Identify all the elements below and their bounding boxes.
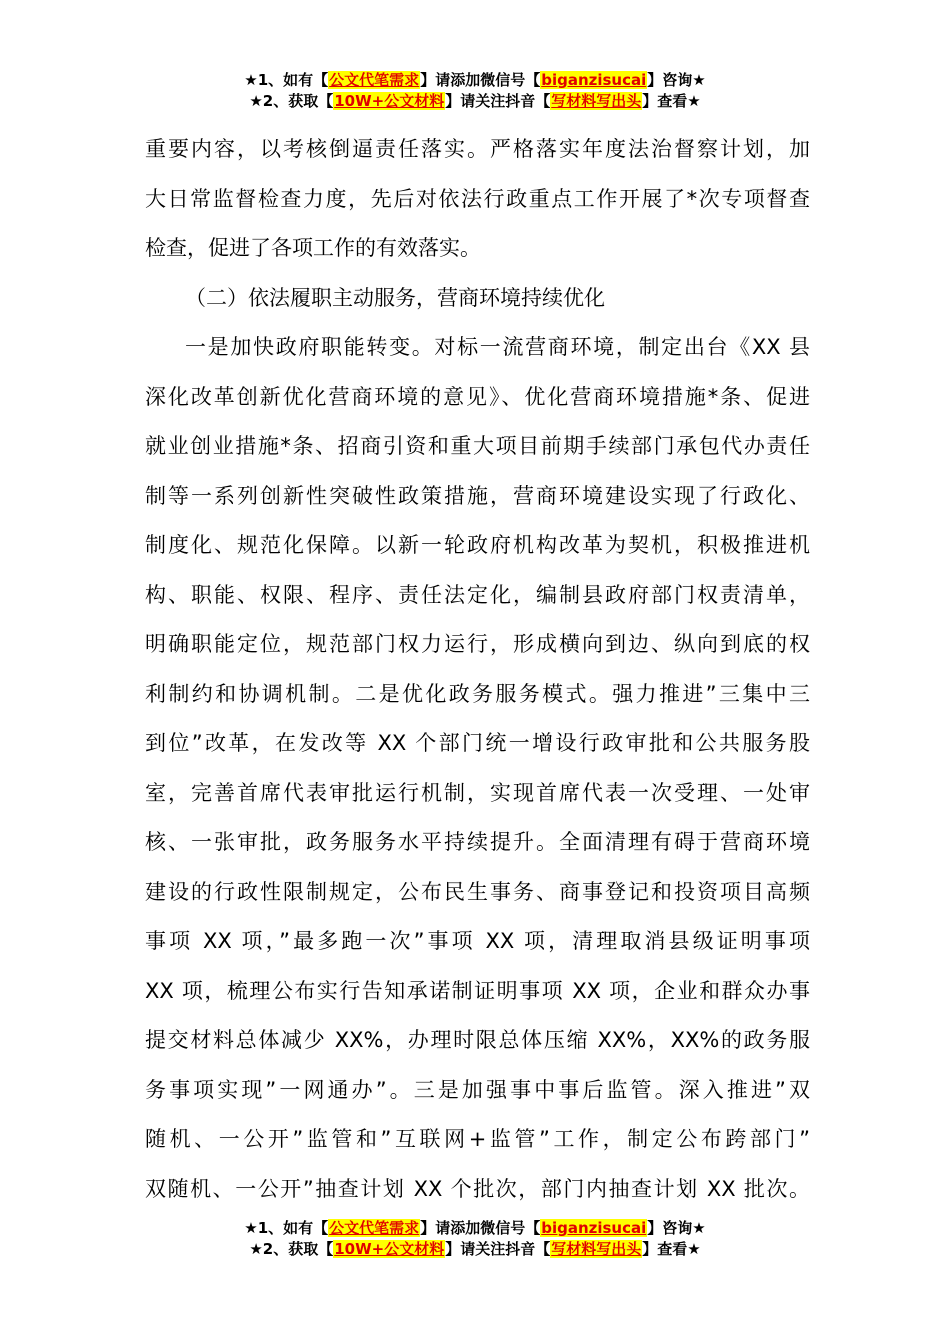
promo-highlight-service: 公文代笔需求 (329, 1219, 420, 1237)
body-line: XX 项，梳理公布实行告知承诺制证明事项 XX 项，企业和群众办事 (145, 978, 810, 1003)
body-line: 明确职能定位，规范部门权力运行，形成横向到边、纵向到底的权 (145, 632, 810, 656)
body-line: 一是加快政府职能转变。对标一流营商环境，制定出台《XX 县 (185, 335, 810, 359)
promo-line-2-pre: ★2、获取【 (249, 92, 334, 110)
promo-line-1-post: 】咨询★ (647, 71, 706, 89)
body-line: 构、职能、权限、程序、责任法定化，编制县政府部门权责清单， (145, 582, 810, 607)
section-heading: （二）依法履职主动服务，营商环境持续优化 (185, 285, 605, 310)
body-line: 到位”改革，在发改等 XX 个部门统一增设行政审批和公共服务股 (145, 731, 810, 755)
body-line: 建设的行政性限制规定，公布民生事务、商事登记和投资项目高频 (145, 879, 810, 904)
promo-line-2-mid: 】请关注抖音【 (445, 92, 551, 110)
promo-line-1 (0, 70, 950, 91)
promo-banner-bottom (0, 1218, 950, 1260)
promo-line-1-post: 】咨询★ (647, 1219, 706, 1237)
body-line: 核、一张审批，政务服务水平持续提升。全面清理有碍于营商环境 (145, 830, 810, 854)
promo-line-2-post: 】查看★ (642, 1240, 701, 1258)
body-line: 重要内容，以考核倒逼责任落实。严格落实年度法治督察计划，加 (145, 137, 810, 161)
body-line: 利制约和协调机制。二是优化政务服务模式。强力推进”三集中三 (145, 681, 810, 706)
promo-highlight-douyin: 写材料写出头 (551, 92, 642, 110)
promo-highlight-materials: 10W+公文材料 (334, 1240, 445, 1258)
body-line: 双随机、一公开”抽查计划 XX 个批次，部门内抽查计划 XX 批次。 (145, 1176, 810, 1201)
body-line: 随机、一公开”监管和”互联网+监管”工作，制定公布跨部门” (145, 1127, 810, 1151)
body-line: 制度化、规范化保障。以新一轮政府机构改革为契机，积极推进机 (145, 533, 810, 557)
promo-highlight-wechat: biganzisucai (541, 1219, 647, 1237)
promo-highlight-materials: 10W+公文材料 (334, 92, 445, 110)
promo-highlight-douyin: 写材料写出头 (551, 1240, 642, 1258)
promo-line-1-mid: 】请添加微信号【 (420, 1219, 541, 1237)
body-line: 检查，促进了各项工作的有效落实。 (145, 236, 481, 260)
promo-line-2 (0, 91, 950, 112)
promo-line-1 (0, 1218, 950, 1239)
document-body (145, 125, 810, 1214)
body-line: 大日常监督检查力度，先后对依法行政重点工作开展了*次专项督查 (145, 186, 810, 211)
promo-line-1-mid: 】请添加微信号【 (420, 71, 541, 89)
promo-line-2-pre: ★2、获取【 (249, 1240, 334, 1258)
promo-banner-top (0, 70, 950, 112)
promo-line-2 (0, 1239, 950, 1260)
body-line: 务事项实现”一网通办”。三是加强事中事后监管。深入推进”双 (145, 1077, 810, 1102)
promo-line-1-pre: ★1、如有【 (244, 1219, 329, 1237)
body-line: 深化改革创新优化营商环境的意见》、优化营商环境措施*条、促进 (145, 384, 810, 409)
promo-highlight-wechat: biganzisucai (541, 71, 647, 89)
promo-line-2-mid: 】请关注抖音【 (445, 1240, 551, 1258)
body-line: 就业创业措施*条、招商引资和重大项目前期手续部门承包代办责任 (145, 434, 810, 458)
body-line: 制等一系列创新性突破性政策措施，营商环境建设实现了行政化、 (145, 483, 810, 508)
promo-line-2-post: 】查看★ (642, 92, 701, 110)
body-line: 室，完善首席代表审批运行机制，实现首席代表一次受理、一处审 (145, 780, 810, 805)
promo-highlight-service: 公文代笔需求 (329, 71, 420, 89)
body-line: 事项 XX 项，”最多跑一次”事项 XX 项，清理取消县级证明事项 (145, 929, 810, 953)
body-line: 提交材料总体减少 XX%，办理时限总体压缩 XX%，XX%的政务服 (145, 1028, 810, 1052)
promo-line-1-pre: ★1、如有【 (244, 71, 329, 89)
